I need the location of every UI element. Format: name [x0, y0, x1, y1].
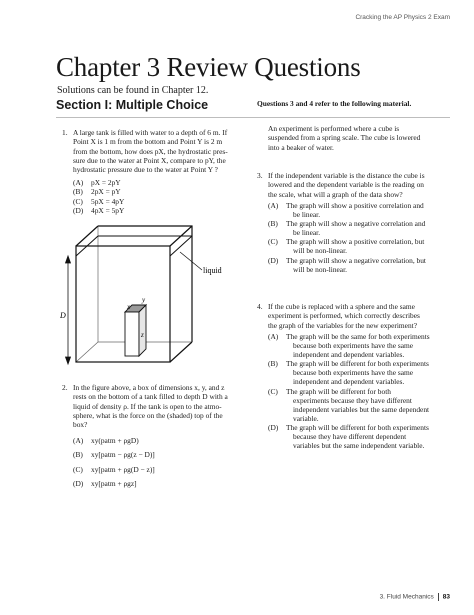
q3-line: lowered and the dependent variable is the reading on — [268, 180, 424, 190]
choice-text: will be non-linear. — [293, 246, 347, 256]
scenario-line: suspended from a spring scale. The cube is lowered — [268, 133, 421, 143]
depth-label: D — [60, 311, 66, 320]
choice-letter: (A) — [73, 178, 84, 187]
choice-text: independent variables but the same dependent — [293, 404, 430, 414]
q1-stem — [73, 128, 273, 174]
page-footer — [380, 593, 450, 601]
q4-choices — [268, 332, 458, 450]
q2-line: liquid of density ρ. If the tank is open to the atmo- — [73, 401, 222, 411]
choice-letter: (A) — [73, 436, 84, 445]
box-z-label: z — [141, 331, 144, 339]
q3-number: 3. — [257, 171, 263, 180]
choice-text: experiments because they have different — [293, 395, 412, 405]
choice-letter: (B) — [73, 450, 83, 460]
box-y-label: y — [142, 296, 146, 304]
choice-letter: (C) — [268, 386, 278, 396]
q3-line: If the independent variable is the distance the cube is — [268, 171, 425, 180]
footer-chapter: 3. Fluid Mechanics — [379, 593, 434, 601]
q3-choice-c[interactable] — [268, 237, 458, 255]
choice-letter: (C) — [73, 196, 83, 206]
q1-line: hydrostatic pressure due to the water at Point Y ? — [73, 165, 218, 175]
q1-number: 1. — [62, 128, 68, 137]
liquid-label: liquid — [203, 266, 222, 275]
scenario-line: into a beaker of water. — [268, 142, 334, 152]
q1-choice-d[interactable] — [73, 206, 124, 215]
q1-choice-c[interactable] — [73, 197, 124, 206]
q4-number: 4. — [257, 302, 263, 311]
q4-line: If the cube is replaced with a sphere and the same — [268, 302, 415, 311]
choice-text: because both experiments have the same — [293, 368, 414, 378]
choice-letter: (A) — [268, 332, 279, 341]
q2-choice-c[interactable] — [73, 463, 155, 477]
q1-choice-a[interactable] — [73, 178, 124, 187]
running-head: Cracking the AP Physics 2 Exam — [355, 14, 450, 21]
choice-text: The graph will show a positive correlation, but — [286, 237, 425, 247]
q1-line: sure due to the water at Point X, compare to pY, the — [73, 155, 226, 165]
scenario-line: An experiment is performed where a cube is — [268, 124, 400, 133]
section-rule — [56, 117, 450, 118]
q1-line: Point X is 1 m from the bottom and Point Y is 2 m — [73, 137, 223, 147]
tank-figure — [60, 222, 260, 382]
q2-stem — [73, 383, 273, 429]
q3-line: the scale, what will a graph of the data show? — [268, 189, 403, 199]
choice-text: will be non-linear. — [293, 264, 347, 274]
choice-letter: (D) — [73, 478, 84, 488]
q1-choice-b[interactable] — [73, 187, 124, 196]
q2-choice-d[interactable] — [73, 477, 155, 491]
q1-line: from the bottom, how does pX, the hydrostatic pres- — [73, 146, 228, 156]
choice-letter: (B) — [73, 187, 83, 197]
q3-choice-d[interactable] — [268, 256, 458, 274]
q2-number: 2. — [62, 383, 68, 392]
choice-text: The graph will show a positive correlation and — [286, 201, 424, 210]
choice-text: because they have different dependent — [293, 432, 407, 442]
choice-text: The graph will show a negative correlation, but — [286, 255, 426, 265]
choice-text: be linear. — [293, 228, 321, 238]
choice-text: because both experiments have the same — [293, 341, 414, 351]
choice-text: xy[patm + ρgz] — [91, 478, 137, 488]
choice-text: independent and dependent variables. — [293, 350, 405, 360]
choice-letter: (C) — [268, 237, 278, 247]
choice-text: The graph will be the same for both experiments — [286, 332, 430, 341]
chapter-title: Chapter 3 Review Questions — [56, 52, 361, 82]
footer-separator — [438, 593, 439, 601]
q4-choice-a[interactable] — [268, 332, 458, 359]
q3-choice-b[interactable] — [268, 219, 458, 237]
choice-text: xy(patm + ρgD) — [91, 436, 139, 445]
q2-line: box? — [73, 420, 88, 430]
choice-text: The graph will show a negative correlation and — [286, 219, 426, 229]
choice-letter: (D) — [268, 255, 279, 265]
q4-choice-c[interactable] — [268, 387, 458, 423]
choice-text: variables but the same independent variable. — [293, 441, 425, 451]
choice-text: The graph will be different for both — [286, 386, 391, 396]
scenario-text — [268, 124, 453, 152]
choice-text: be linear. — [293, 210, 321, 220]
choice-text: xy[patm + ρg(D − z)] — [91, 464, 155, 474]
choice-text: pX = 2pY — [91, 178, 121, 187]
choice-letter: (D) — [268, 422, 279, 432]
choice-letter: (C) — [73, 464, 83, 474]
choice-letter: (B) — [268, 359, 278, 369]
q4-stem — [268, 302, 458, 330]
section-heading: Section I: Multiple Choice — [56, 98, 209, 112]
page-number: 83 — [442, 593, 450, 601]
q2-line: sphere, what is the force on the (shaded) top of the — [73, 410, 223, 420]
q1-choices — [73, 178, 124, 215]
q4-line: experiment is performed, which correctly describes — [268, 311, 420, 321]
choice-text: xy[patm − ρg(z − D)] — [91, 450, 155, 460]
choice-text: 4pX = 5pY — [91, 205, 125, 215]
q3-choices — [268, 201, 458, 274]
q2-choice-a[interactable] — [73, 434, 155, 448]
q34-header: Questions 3 and 4 refer to the following material. — [257, 99, 412, 108]
choice-text: 5pX = 4pY — [91, 196, 125, 206]
choice-letter: (B) — [268, 219, 278, 229]
choice-text: variable. — [293, 413, 319, 423]
q2-choice-b[interactable] — [73, 448, 155, 462]
q2-line: rests on the bottom of a tank filled to depth D with a — [73, 392, 228, 402]
choice-letter: (A) — [268, 201, 279, 210]
choice-text: 2pX = pY — [91, 187, 121, 197]
choice-text: The graph will be different for both experiments — [286, 422, 429, 432]
box-x-label: x — [127, 303, 131, 311]
q3-choice-a[interactable] — [268, 201, 458, 219]
q2-choices — [73, 434, 155, 491]
q3-stem — [268, 171, 458, 199]
q2-line: In the figure above, a box of dimensions x, y, and z — [73, 383, 225, 392]
q1-line: A large tank is filled with water to a depth of 6 m. If — [73, 128, 228, 137]
q4-choice-b[interactable] — [268, 359, 458, 386]
choice-letter: (D) — [73, 205, 84, 215]
choice-text: independent and dependent variables. — [293, 377, 405, 387]
q4-line: the graph of the variables for the new experiment? — [268, 320, 417, 330]
chapter-subtitle: Solutions can be found in Chapter 12. — [57, 85, 209, 96]
choice-text: The graph will be different for both experiments — [286, 359, 429, 369]
q4-choice-d[interactable] — [268, 423, 458, 450]
